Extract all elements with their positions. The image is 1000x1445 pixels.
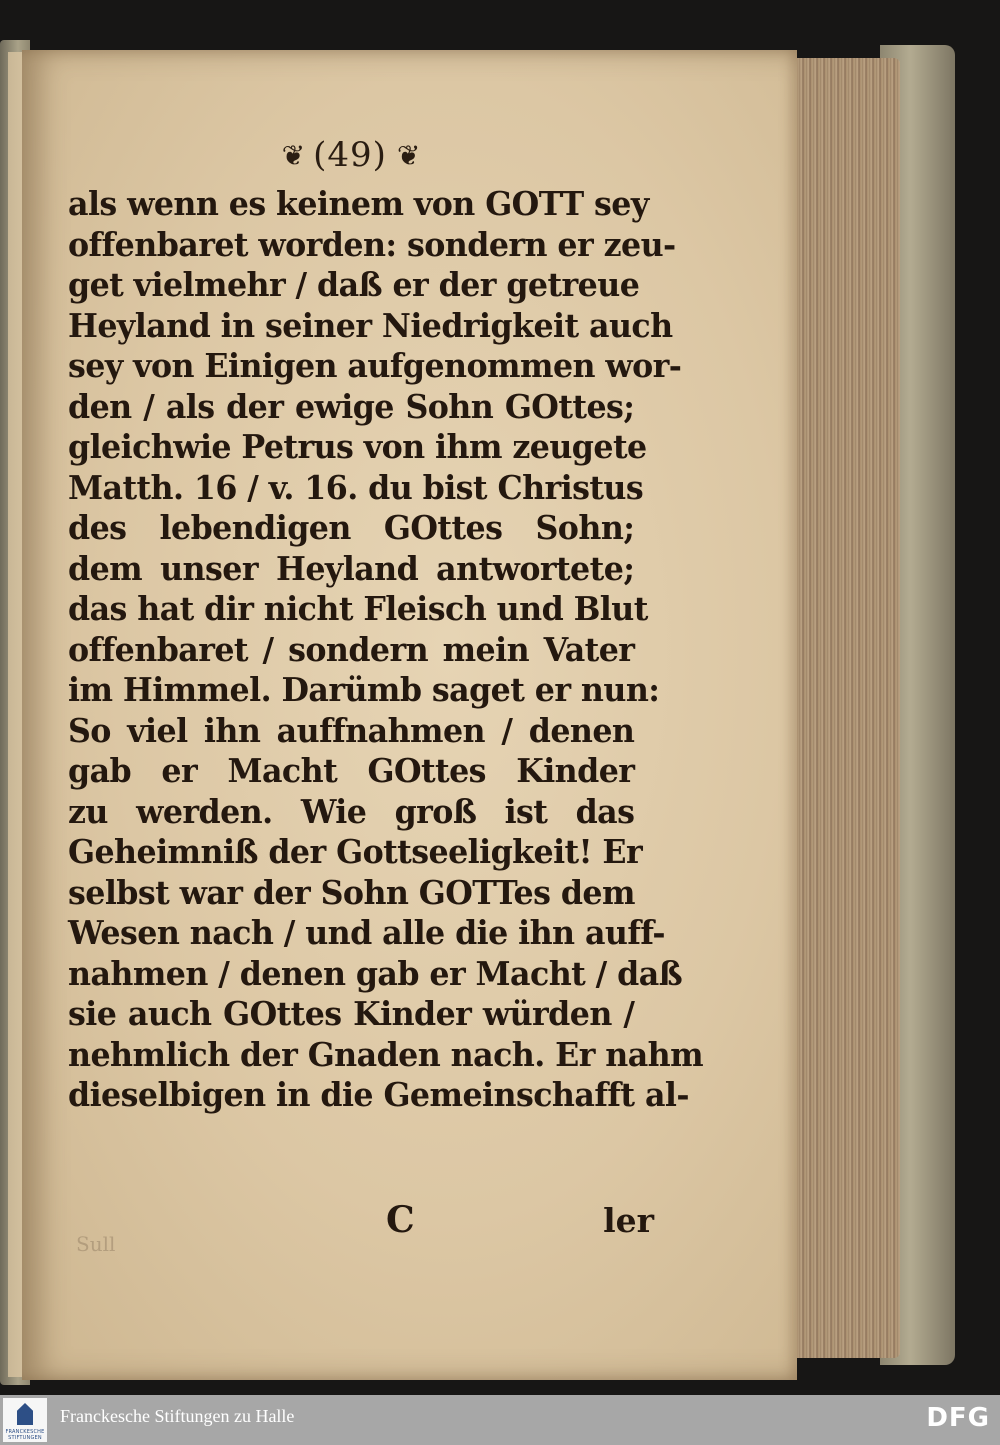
text-line: Matth. 16 / v. 16. du bist Christus (68, 467, 644, 507)
viewer-footer (0, 1395, 1000, 1445)
text-line: get vielmehr / daß er der getreue (68, 265, 640, 304)
text-line: selbst war der Sohn GOTTes dem (68, 872, 635, 912)
text-line: des lebendigen GOttes Sohn; (68, 508, 635, 547)
dfg-logo[interactable]: DFG (926, 1403, 990, 1433)
text-line: offenbaret worden: sondern er zeu- (68, 224, 676, 264)
catchword: ler (603, 1201, 654, 1240)
text-line: im Himmel. Darümb saget er nun: (68, 670, 660, 709)
text-line: dem unser Heyland antwortete; (68, 548, 635, 588)
institution-logo[interactable] (3, 1398, 47, 1442)
ornament-right-icon: ❦ (396, 138, 419, 172)
text-block (68, 184, 704, 1116)
text-line: gab er Macht GOttes Kinder (68, 751, 635, 790)
ornament-left-icon: ❦ (281, 138, 304, 172)
text-line: gleichwie Petrus von ihm zeugete (68, 427, 647, 466)
page-header (200, 130, 500, 180)
logo-label: FRANCKESCHE STIFTUNGEN (5, 1429, 45, 1441)
text-line: dieselbigen in die Gemeinschafft al- (68, 1075, 689, 1114)
signature-mark: C (386, 1199, 415, 1241)
text-line: den / als der ewige Sohn GOttes; (68, 386, 635, 426)
text-line: Geheimniß der Gottseeligkeit! Er (68, 832, 643, 871)
page-foot (68, 1195, 658, 1245)
bleed-through-text: Sull (76, 1232, 116, 1256)
text-line: Heyland in seiner Niedrigkeit auch (68, 305, 673, 345)
text-line: das hat dir nicht Fleisch und Blut (68, 589, 648, 628)
text-line: Wesen nach / und alle die ihn auff- (68, 913, 665, 952)
text-line: zu werden. Wie groß ist das (68, 791, 635, 831)
text-line: sey von Einigen aufgenommen wor- (68, 346, 682, 385)
institution-name: Franckesche Stiftungen zu Halle (60, 1406, 295, 1426)
text-line: sie auch GOttes Kinder würden / (68, 994, 635, 1033)
building-icon (17, 1403, 33, 1425)
page-number: (49) (313, 135, 387, 175)
text-line: als wenn es keinem von GOTT sey (68, 184, 649, 223)
text-line: offenbaret / sondern mein Vater (68, 629, 635, 669)
text-line: So viel ihn auffnahmen / denen (68, 710, 635, 750)
text-line: nehmlich der Gnaden nach. Er nahm (68, 1034, 704, 1074)
text-line: nahmen / denen gab er Macht / daß (68, 953, 683, 993)
